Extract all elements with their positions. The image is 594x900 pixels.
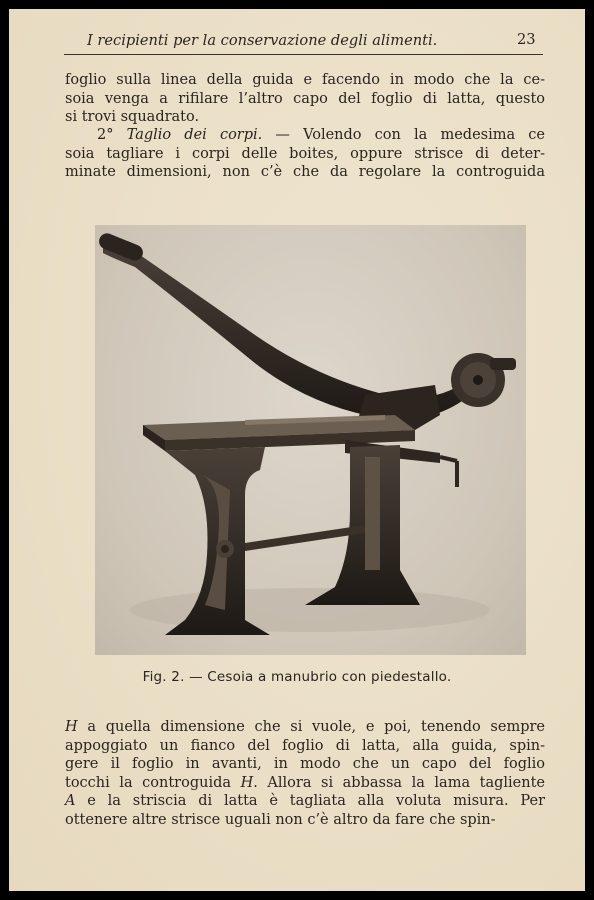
text-line [65,126,545,145]
text-line [65,755,545,774]
text-fragment: a quella dimensione che si vuole, e poi, tenendo sempre [77,719,545,735]
text-line [65,811,545,830]
text-fragment: e la striscia di latta è tagliata alla voluta misura. Per [75,793,545,809]
lever-shear-illustration [95,225,526,655]
text-fragment: ottenere altre strisce uguali non c’è altro da fare che spin- [65,811,496,828]
section-heading: Taglio dei corpi. [126,127,263,143]
paragraph-after-figure [65,718,545,829]
text-fragment: . Allora si abbassa la lama tagliente [253,774,546,791]
text-line: soia tagliare i corpi delle boites, oppure strisce di deter- [65,145,545,162]
right-pedestal-shape [305,445,420,605]
text-line [65,792,545,811]
text-line [65,774,545,793]
book-page [9,9,585,891]
text-line: foglio sulla linea della guida e facendo in modo che la ce- [65,72,545,88]
running-header-title: I recipienti per la conservazione degli alimenti. [87,32,438,49]
text-line [65,718,545,737]
figure-caption: Fig. 2. — Cesoia a manubrio con piedestallo. [142,669,452,685]
text-line: si trovi squadrato. [65,109,200,125]
text-line [65,737,545,756]
text-line: minate dimensioni, non c’è che da regolare la controguida [65,164,545,180]
paragraph-taglio-dei-corpi [65,126,545,182]
page-number: 23 [517,31,536,48]
italic-letter: H [240,774,254,791]
text-line: soia venga a rifilare l’altro capo del foglio di latta, questo [65,90,545,107]
italic-letter: H [65,719,78,735]
text-fragment: gere il foglio in avanti, in modo che un capo del foglio [65,756,545,772]
paragraph-continued [65,71,545,127]
text-fragment: appoggiato un fianco del foglio di latta, alla guida, spin- [65,737,545,754]
stretcher-bar-shape [245,525,365,551]
figure-photo-lever-shear [95,225,526,655]
text-fragment: tocchi la controguida [65,774,241,791]
section-number: 2° [97,127,114,143]
text-fragment: — Volendo con la medesima ce [262,127,546,143]
italic-letter: A [65,793,76,809]
header-rule [64,54,543,55]
